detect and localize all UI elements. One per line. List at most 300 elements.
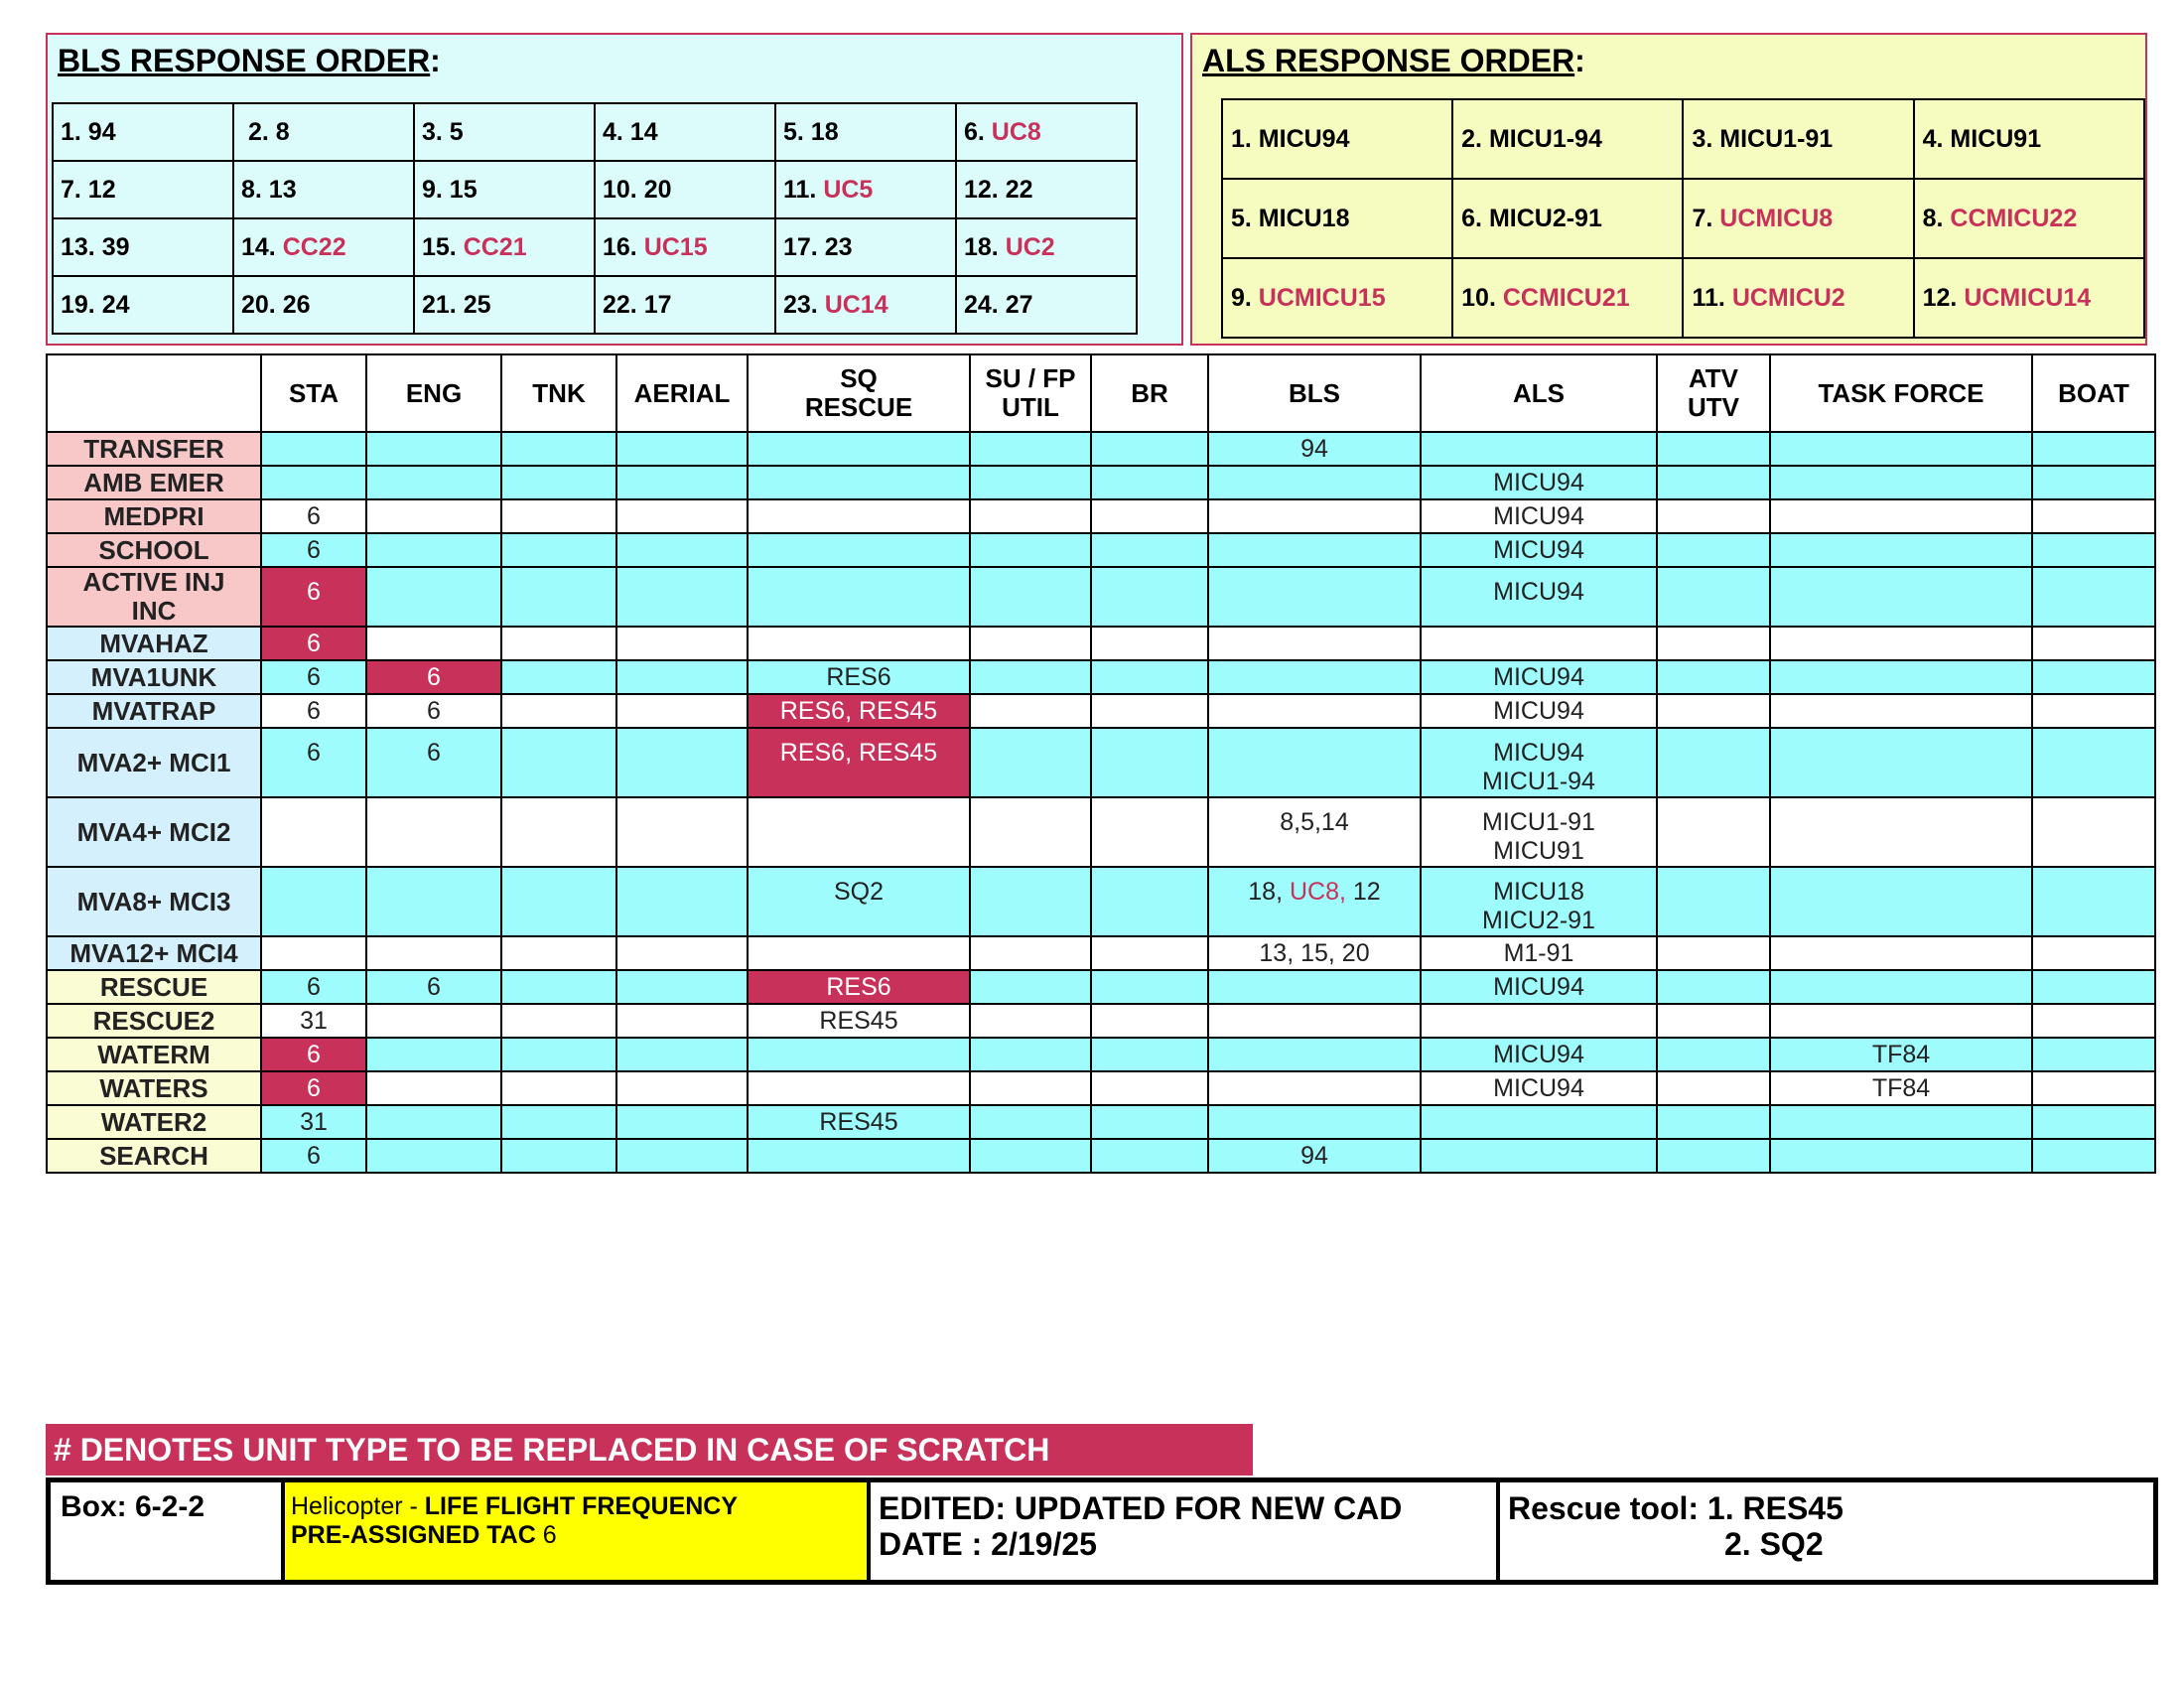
column-header: AERIAL — [616, 354, 748, 432]
assignment-cell — [1770, 432, 2032, 466]
incident-type-label: MEDPRI — [47, 499, 261, 533]
bls-order-entry-number: 4. — [603, 117, 630, 146]
assignment-cell — [1657, 567, 1770, 627]
table-row — [47, 567, 2155, 627]
table-row — [47, 466, 2155, 499]
assignment-cell — [261, 797, 366, 867]
als-order-entry — [1683, 258, 1913, 338]
assignment-cell — [748, 499, 970, 533]
assignment-cell — [616, 728, 748, 797]
incident-type-label: WATER2 — [47, 1105, 261, 1139]
assignment-cell — [970, 432, 1091, 466]
assignment-cell — [616, 867, 748, 936]
bls-order-row — [53, 276, 1137, 334]
assignment-cell: MICU94 — [1421, 660, 1657, 694]
column-header: BOAT — [2032, 354, 2155, 432]
als-order-entry-number: 11. — [1692, 283, 1732, 312]
bls-order-entry-number: 6. — [964, 117, 992, 146]
assignment-cell — [1657, 1004, 1770, 1038]
assignment-cell — [501, 867, 616, 936]
bls-order-row — [53, 103, 1137, 161]
assignment-cell-segment: 18, — [1248, 878, 1290, 906]
bls-order-entry — [595, 161, 775, 218]
assignment-cell — [616, 1105, 748, 1139]
assignment-cell: 31 — [261, 1004, 366, 1038]
assignment-cell — [616, 627, 748, 660]
assignment-cell — [261, 936, 366, 970]
table-row — [47, 1038, 2155, 1071]
assignment-cell — [616, 797, 748, 867]
assignment-cell — [1091, 1105, 1208, 1139]
assignment-cell — [970, 466, 1091, 499]
assignment-cell: MICU94 — [1421, 567, 1657, 627]
assignment-cell: 8,5,14 — [1208, 797, 1421, 867]
bls-order-entry-number: 18. — [964, 232, 1006, 261]
assignment-cell — [2032, 867, 2155, 936]
assignment-cell — [970, 1139, 1091, 1173]
assignment-cell — [1657, 970, 1770, 1004]
als-order-entry — [1914, 179, 2144, 258]
assignment-cell — [501, 1139, 616, 1173]
assignment-cell: 6 — [261, 728, 366, 797]
bls-order-entry-number: 10. — [603, 175, 644, 204]
column-header: STA — [261, 354, 366, 432]
als-order-entry — [1683, 179, 1913, 258]
bls-order-entry-unit: UC8 — [991, 117, 1041, 146]
bls-order-entry-unit: 5 — [449, 117, 464, 146]
als-order-entry-number: 8. — [1922, 204, 1951, 232]
assignment-cell — [1091, 797, 1208, 867]
assignment-cell: 31 — [261, 1105, 366, 1139]
als-order-entry-number: 1. — [1231, 124, 1259, 153]
assignment-cell — [970, 797, 1091, 867]
assignment-cell — [1208, 499, 1421, 533]
bls-order-entry-number: 2. — [241, 117, 276, 146]
incident-type-label: AMB EMER — [47, 466, 261, 499]
als-order-row — [1222, 99, 2144, 179]
assignment-cell — [748, 1071, 970, 1105]
bls-order-entry-unit: UC2 — [1005, 232, 1055, 261]
assignment-cell — [1657, 466, 1770, 499]
assignment-cell — [366, 936, 501, 970]
assignment-cell: 6 — [261, 1038, 366, 1071]
als-order-entry — [1452, 99, 1683, 179]
incident-type-label: RESCUE2 — [47, 1004, 261, 1038]
assignment-cell — [748, 1139, 970, 1173]
assignment-cell: MICU94 — [1421, 1071, 1657, 1105]
assignment-cell — [748, 567, 970, 627]
assignment-cell: MICU94 — [1421, 499, 1657, 533]
assignment-cell — [970, 660, 1091, 694]
assignment-cell — [261, 867, 366, 936]
assignment-cell — [1208, 627, 1421, 660]
assignment-cell: 6 — [261, 627, 366, 660]
bls-order-entry-number: 17. — [783, 232, 825, 261]
bls-order-entry-number: 14. — [241, 232, 283, 261]
als-order-entry — [1222, 258, 1452, 338]
bls-order-entry — [775, 161, 956, 218]
als-order-entry-unit: MICU2-91 — [1488, 204, 1602, 232]
bls-order-entry-number: 1. — [61, 117, 88, 146]
assignment-cell — [970, 867, 1091, 936]
bls-order-entry-unit: 39 — [101, 232, 130, 261]
bls-order-entry-number: 23. — [783, 290, 825, 319]
assignment-cell — [1091, 1038, 1208, 1071]
assignment-cell — [501, 694, 616, 728]
column-header: ATV UTV — [1657, 354, 1770, 432]
bls-order-entry-number: 22. — [603, 290, 644, 319]
bls-order-entry-number: 19. — [61, 290, 102, 319]
assignment-cell — [2032, 499, 2155, 533]
assignment-cell — [1208, 728, 1421, 797]
assignment-cell: MICU1-91 MICU91 — [1421, 797, 1657, 867]
assignment-cell — [501, 499, 616, 533]
incident-type-label: SEARCH — [47, 1139, 261, 1173]
assignment-cell — [1770, 660, 2032, 694]
als-order-entry-unit: CCMICU21 — [1502, 283, 1630, 312]
incident-type-label: MVAHAZ — [47, 627, 261, 660]
bls-order-entry-number: 21. — [422, 290, 464, 319]
bls-order-entry — [414, 103, 595, 161]
bls-order-entry — [233, 276, 414, 334]
assignment-cell — [366, 499, 501, 533]
table-row — [47, 1105, 2155, 1139]
table-row — [47, 1004, 2155, 1038]
table-row — [47, 1071, 2155, 1105]
table-row — [47, 432, 2155, 466]
assignment-cell — [970, 567, 1091, 627]
table-row — [47, 728, 2155, 797]
als-order-entry-number: 12. — [1922, 283, 1965, 312]
assignment-cell — [1421, 1105, 1657, 1139]
assignment-cell — [1770, 694, 2032, 728]
assignment-cell — [616, 533, 748, 567]
assignment-cell — [1657, 728, 1770, 797]
als-order-entry — [1914, 258, 2144, 338]
assignment-cell: 13, 15, 20 — [1208, 936, 1421, 970]
assignment-cell: 6 — [261, 533, 366, 567]
assignment-cell — [970, 1071, 1091, 1105]
assignment-cell — [366, 432, 501, 466]
als-title: ALS RESPONSE ORDER: — [1202, 43, 1585, 78]
bls-order-row — [53, 161, 1137, 218]
assignment-cell: MICU18 MICU2-91 — [1421, 867, 1657, 936]
bls-order-entry-number: 16. — [603, 232, 644, 261]
assignment-cell — [1091, 728, 1208, 797]
assignment-cell — [366, 567, 501, 627]
bls-order-entry-unit: 25 — [463, 290, 491, 319]
bls-order-entry — [233, 218, 414, 276]
assignment-cell — [1657, 1139, 1770, 1173]
table-row — [47, 694, 2155, 728]
bls-order-entry — [595, 103, 775, 161]
assignment-cell: MICU94 — [1421, 970, 1657, 1004]
als-order-entry-number: 4. — [1922, 124, 1951, 153]
assignment-cell — [1091, 1071, 1208, 1105]
assignment-cell — [2032, 936, 2155, 970]
assignment-cell — [2032, 567, 2155, 627]
assignment-cell — [616, 694, 748, 728]
incident-type-label: MVA4+ MCI2 — [47, 797, 261, 867]
bls-order-entry-unit: 94 — [87, 117, 116, 146]
assignment-cell — [1091, 499, 1208, 533]
assignment-cell — [2032, 970, 2155, 1004]
bls-order-entry-unit: 26 — [282, 290, 311, 319]
table-header-row — [47, 354, 2155, 432]
assignment-cell: 6 — [366, 970, 501, 1004]
als-order-entry-number: 7. — [1692, 204, 1720, 232]
als-order-entry-unit: UCMICU14 — [1964, 283, 2092, 312]
bls-order-entry — [595, 276, 775, 334]
assignment-cell — [616, 936, 748, 970]
bls-order-entry-unit: 13 — [268, 175, 297, 204]
assignment-cell — [616, 1071, 748, 1105]
bls-order-entry-unit: 15 — [449, 175, 478, 204]
assignment-cell — [616, 660, 748, 694]
assignment-cell — [501, 1004, 616, 1038]
als-order-entry — [1222, 179, 1452, 258]
assignment-cell — [748, 1038, 970, 1071]
assignment-cell — [1657, 867, 1770, 936]
assignment-cell — [501, 627, 616, 660]
bls-order-entry — [956, 103, 1137, 161]
bls-order-entry — [956, 218, 1137, 276]
assignment-cell — [1208, 694, 1421, 728]
assignment-cell: M1-91 — [1421, 936, 1657, 970]
assignment-cell — [1770, 1105, 2032, 1139]
incident-type-label: WATERS — [47, 1071, 261, 1105]
assignment-cell — [501, 533, 616, 567]
bls-order-entry-unit: 20 — [643, 175, 672, 204]
bls-order-entry-number: 24. — [964, 290, 1006, 319]
assignment-cell: 6 — [261, 499, 366, 533]
als-order-entry-unit: UCMICU15 — [1258, 283, 1386, 312]
assignment-cell — [501, 970, 616, 1004]
assignment-cell — [616, 970, 748, 1004]
assignment-cell — [616, 466, 748, 499]
assignment-cell: 6 — [261, 660, 366, 694]
assignment-cell — [970, 694, 1091, 728]
column-header: SU / FP UTIL — [970, 354, 1091, 432]
assignment-cell — [616, 432, 748, 466]
assignment-cell — [1091, 1004, 1208, 1038]
incident-type-label: MVATRAP — [47, 694, 261, 728]
bls-order-entry-number: 5. — [783, 117, 811, 146]
bls-order-entry-unit: 12 — [87, 175, 116, 204]
bls-order-entry-unit: 23 — [824, 232, 853, 261]
assignment-cell — [748, 533, 970, 567]
assignment-cell — [1091, 567, 1208, 627]
assignment-cell — [501, 432, 616, 466]
als-order-entry-number: 10. — [1461, 283, 1503, 312]
assignment-cell-mixed — [1208, 867, 1421, 936]
assignment-cell — [1091, 660, 1208, 694]
assignment-cell: MICU94 — [1421, 533, 1657, 567]
assignment-cell — [1091, 1139, 1208, 1173]
als-order-entry — [1222, 99, 1452, 179]
als-response-order-panel — [1190, 33, 2147, 346]
assignment-cell — [366, 1004, 501, 1038]
assignment-cell — [1091, 867, 1208, 936]
assignment-cell — [2032, 533, 2155, 567]
bls-order-entry-unit: 24 — [101, 290, 130, 319]
bls-order-entry — [775, 276, 956, 334]
assignment-cell — [1770, 797, 2032, 867]
assignment-cell: MICU94 — [1421, 1038, 1657, 1071]
assignment-cell — [1091, 694, 1208, 728]
column-header: SQ RESCUE — [748, 354, 970, 432]
assignment-cell — [1421, 432, 1657, 466]
bls-order-entry — [233, 161, 414, 218]
column-header: ALS — [1421, 354, 1657, 432]
assignment-cell: 6 — [261, 970, 366, 1004]
assignment-cell — [2032, 694, 2155, 728]
bls-order-entry-unit: CC22 — [282, 232, 346, 261]
als-order-entry — [1683, 99, 1913, 179]
assignment-cell — [970, 627, 1091, 660]
bls-order-entry — [956, 161, 1137, 218]
assignment-cell — [2032, 627, 2155, 660]
assignment-cell — [748, 466, 970, 499]
bls-response-order-panel — [46, 33, 1183, 346]
assignment-cell — [1770, 867, 2032, 936]
table-row — [47, 533, 2155, 567]
assignment-cell: RES45 — [748, 1004, 970, 1038]
table-row — [47, 970, 2155, 1004]
assignment-cell — [1657, 660, 1770, 694]
assignment-cell — [970, 970, 1091, 1004]
footer-info-bar — [46, 1477, 2158, 1585]
assignment-cell — [501, 1071, 616, 1105]
incident-type-label: RESCUE — [47, 970, 261, 1004]
incident-type-label: MVA1UNK — [47, 660, 261, 694]
assignment-cell — [501, 660, 616, 694]
als-order-row — [1222, 179, 2144, 258]
assignment-cell: RES6 — [748, 970, 970, 1004]
als-order-entry-number: 6. — [1461, 204, 1489, 232]
assignment-cell — [1208, 660, 1421, 694]
assignment-cell — [1657, 936, 1770, 970]
incident-type-label: MVA8+ MCI3 — [47, 867, 261, 936]
bls-order-entry — [53, 161, 233, 218]
column-header: TASK FORCE — [1770, 354, 2032, 432]
bls-order-entry-unit: CC21 — [463, 232, 527, 261]
assignment-cell — [1657, 432, 1770, 466]
helicopter-info: Helicopter - LIFE FLIGHT FREQUENCY PRE-ASSIGNED TAC 6 — [285, 1482, 871, 1580]
assignment-cell — [1770, 1004, 2032, 1038]
bls-order-entry-unit: 8 — [275, 117, 290, 146]
assignment-cell — [1657, 499, 1770, 533]
bls-order-entry — [414, 161, 595, 218]
incident-type-label: ACTIVE INJ INC — [47, 567, 261, 627]
column-header: ENG — [366, 354, 501, 432]
column-header: BR — [1091, 354, 1208, 432]
assignment-cell — [970, 936, 1091, 970]
assignment-cell — [2032, 1004, 2155, 1038]
assignment-cell: 6 — [366, 694, 501, 728]
assignment-cell — [366, 533, 501, 567]
als-order-entry-unit: MICU1-94 — [1488, 124, 1602, 153]
als-order-entry — [1452, 258, 1683, 338]
assignment-cell — [366, 797, 501, 867]
assignment-cell — [1657, 1105, 1770, 1139]
bls-order-entry — [775, 218, 956, 276]
assignment-cell — [616, 1139, 748, 1173]
assignment-cell — [366, 1038, 501, 1071]
assignment-cell: 6 — [366, 728, 501, 797]
table-row — [47, 499, 2155, 533]
assignment-cell: RES45 — [748, 1105, 970, 1139]
table-row — [47, 867, 2155, 936]
incident-type-label: MVA12+ MCI4 — [47, 936, 261, 970]
assignment-cell — [1421, 627, 1657, 660]
assignment-cell — [616, 1004, 748, 1038]
response-assignment-table — [46, 353, 2156, 1174]
assignment-cell — [1208, 1038, 1421, 1071]
assignment-cell — [2032, 1038, 2155, 1071]
assignment-cell — [970, 728, 1091, 797]
assignment-cell — [366, 1105, 501, 1139]
assignment-cell-segment: 12 — [1345, 878, 1381, 906]
assignment-cell — [748, 797, 970, 867]
incident-type-label: MVA2+ MCI1 — [47, 728, 261, 797]
als-order-entry-unit: MICU18 — [1258, 204, 1350, 232]
assignment-cell — [1770, 1139, 2032, 1173]
assignment-cell: 6 — [261, 694, 366, 728]
incident-type-label: WATERM — [47, 1038, 261, 1071]
table-row — [47, 936, 2155, 970]
bls-order-entry-unit: UC5 — [823, 175, 874, 204]
als-order-entry-unit: MICU1-91 — [1719, 124, 1834, 153]
assignment-cell — [1091, 466, 1208, 499]
bls-order-entry-unit: 17 — [643, 290, 672, 319]
bls-order-entry — [775, 103, 956, 161]
assignment-cell: RES6 — [748, 660, 970, 694]
assignment-cell — [970, 1038, 1091, 1071]
als-order-entry-number: 9. — [1231, 283, 1259, 312]
als-order-entry-number: 5. — [1231, 204, 1259, 232]
assignment-cell — [366, 466, 501, 499]
bls-order-entry — [956, 276, 1137, 334]
assignment-cell-segment: UC8, — [1289, 878, 1346, 906]
assignment-cell — [366, 867, 501, 936]
assignment-cell — [1091, 533, 1208, 567]
assignment-cell — [970, 499, 1091, 533]
bls-order-entry-number: 8. — [241, 175, 269, 204]
table-row — [47, 627, 2155, 660]
bls-title: BLS RESPONSE ORDER: — [58, 43, 441, 78]
assignment-cell — [366, 1071, 501, 1105]
bls-order-entry-number: 13. — [61, 232, 102, 261]
bls-order-entry-unit: UC15 — [643, 232, 708, 261]
assignment-cell — [616, 567, 748, 627]
als-order-entry-unit: MICU91 — [1950, 124, 2042, 153]
bls-order-entry-unit: UC14 — [824, 290, 888, 319]
assignment-cell — [1770, 499, 2032, 533]
assignment-cell — [1770, 936, 2032, 970]
assignment-cell — [1421, 1139, 1657, 1173]
als-order-grid — [1221, 98, 2145, 339]
column-header: BLS — [1208, 354, 1421, 432]
assignment-cell: MICU94 MICU1-94 — [1421, 728, 1657, 797]
assignment-cell — [1091, 936, 1208, 970]
assignment-cell: TF84 — [1770, 1038, 2032, 1071]
assignment-cell — [1208, 567, 1421, 627]
column-header: TNK — [501, 354, 616, 432]
als-order-entry-unit: UCMICU8 — [1719, 204, 1834, 232]
incident-type-label: SCHOOL — [47, 533, 261, 567]
als-order-entry-unit: CCMICU22 — [1950, 204, 2078, 232]
